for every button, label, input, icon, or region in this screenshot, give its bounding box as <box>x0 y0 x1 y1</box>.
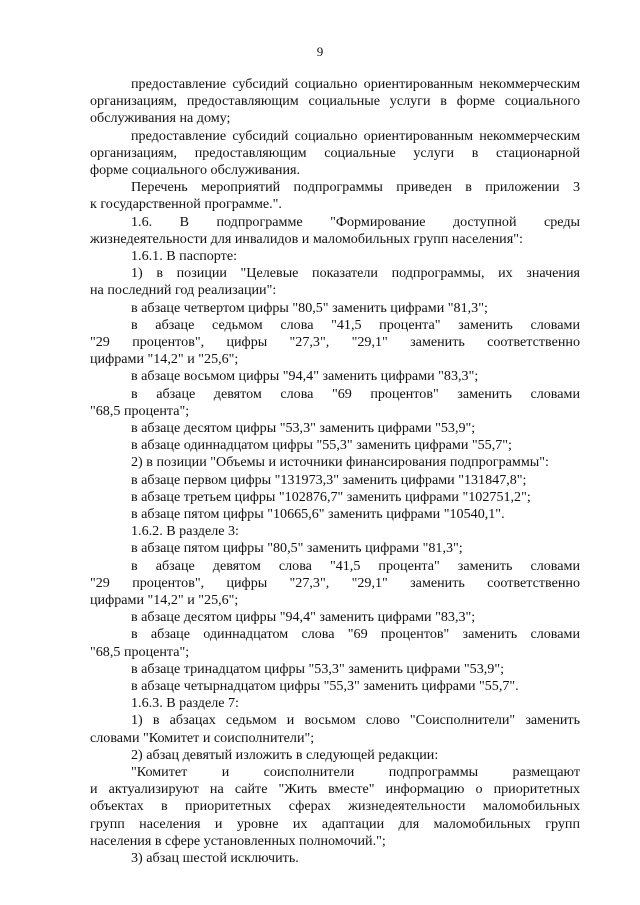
text-line: в абзаце первом цифры "131973,3" заменить цифрами "131847,8"; <box>131 471 527 488</box>
text-line: 1) в абзацах седьмом и восьмом слово "Соисполнители" заменить <box>131 712 580 729</box>
text-line: "68,5 процента"; <box>90 402 190 419</box>
text-line: форме социального обслуживания. <box>90 162 300 178</box>
text-line: населения в сфере установленных полномочий."; <box>90 832 386 849</box>
text-line: Перечень мероприятий подпрограммы приведен в приложении 3 <box>131 179 580 196</box>
text-line: предоставление субсидий социально ориентированным некоммерческим <box>131 76 580 92</box>
text-line: жизнедеятельности для инвалидов и маломобильных групп населения": <box>90 230 523 247</box>
text-line: 1.6.3. В разделе 7: <box>131 695 239 712</box>
text-line: в абзаце тринадцатом цифры "53,3" заменить цифрами "53,9"; <box>131 660 504 677</box>
text-line: и актуализируют на сайте "Жить вместе" информацию о приоритетных <box>90 781 580 798</box>
text-line: 1.6. В подпрограмме "Формирование доступной среды <box>131 213 580 230</box>
text-line: в абзаце десятом цифры "94,4" заменить цифрами "83,3"; <box>131 609 476 626</box>
text-line: в абзаце одиннадцатом слова "69 процентов" заменить словами <box>131 626 580 643</box>
text-line: в абзаце девятом слова "41,5 процента" заменить словами <box>131 557 580 574</box>
text-line: в абзаце третьем цифры "102876,7" заменить цифрами "102751,2"; <box>131 488 531 505</box>
text-line: цифрами "14,2" и "25,6"; <box>90 592 239 608</box>
text-line: в абзаце девятом слова "69 процентов" заменить словами <box>131 385 580 402</box>
page-number: 9 <box>316 44 324 59</box>
text-line: 2) абзац девятый изложить в следующей редакции: <box>131 746 439 763</box>
text-line: 1.6.2. В разделе 3: <box>131 523 239 540</box>
text-line: 1.6.1. В паспорте: <box>131 248 237 264</box>
text-line: "68,5 процента"; <box>90 643 190 660</box>
text-line: "29 процентов", цифры "27,3", "29,1" заменить соответственно <box>90 574 580 591</box>
text-line: объектах в приоритетных сферах жизнедеятельности маломобильных <box>90 798 580 815</box>
text-line: "29 процентов", цифры "27,3", "29,1" заменить соответственно <box>90 334 580 350</box>
text-line: в абзаце пятом цифры "10665,6" заменить цифрами "10540,1". <box>131 506 505 522</box>
text-line: в абзаце одиннадцатом цифры "55,3" заменить цифрами "55,7"; <box>131 437 512 454</box>
text-line: организациям, предоставляющим социальные услуги в форме социального <box>90 93 580 110</box>
text-line: в абзаце четырнадцатом цифры "55,3" заменить цифрами "55,7". <box>131 678 519 694</box>
text-line: к государственной программе.". <box>90 196 282 213</box>
text-line: на последний год реализации": <box>90 282 277 299</box>
text-line: в абзаце четвертом цифры "80,5" заменить цифрами "81,3"; <box>131 299 488 316</box>
text-line: цифрами "14,2" и "25,6"; <box>90 351 239 368</box>
text-line: групп населения и уровне их адаптации для маломобильных групп <box>90 815 580 832</box>
text-line: словами "Комитет и соисполнители"; <box>90 729 315 746</box>
text-line: в абзаце восьмом цифры "94,4" заменить цифрами "83,3"; <box>131 368 479 385</box>
text-line: предоставление субсидий социально ориентированным некоммерческим <box>131 127 580 144</box>
text-line: в абзаце седьмом слова "41,5 процента" заменить словами <box>131 316 580 333</box>
text-line: 2) в позиции "Объемы и источники финансирования подпрограммы": <box>131 454 549 471</box>
text-line: "Комитет и соисполнители подпрограммы размещают <box>131 764 580 780</box>
text-line: в абзаце десятом цифры "53,3" заменить цифрами "53,9"; <box>131 420 476 436</box>
text-line: в абзаце пятом цифры "80,5" заменить цифрами "81,3"; <box>131 540 463 557</box>
text-line: 3) абзац шестой исключить. <box>131 850 299 866</box>
text-line: 1) в позиции "Целевые показатели подпрограммы, их значения <box>131 265 580 282</box>
text-line: организациям, предоставляющим социальные услуги в стационарной <box>90 144 580 161</box>
text-line: обслуживания на дому; <box>90 110 231 127</box>
